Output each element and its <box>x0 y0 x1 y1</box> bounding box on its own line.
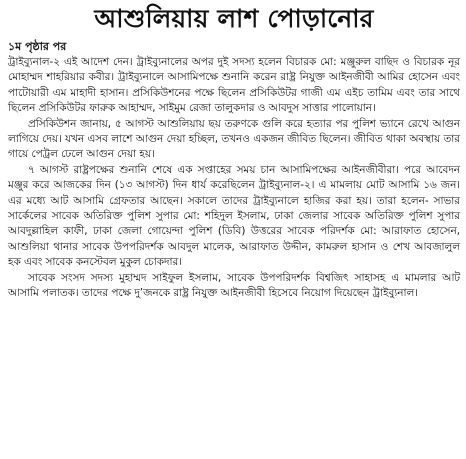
article-paragraph-1: ট্রাইব্যুনাল-২ এই আদেশ দেন। ট্রাইব্যুনালের অপর দুই সদস্য হলেন বিচারক মো: মঞ্জুরুল বাছিদ ও বিচারক নূর মোহাম্মদ শাহরিয়ার কবীর। ট্রাইব্যুনালে আসামিপক্ষে শুনানি করেন রাষ্ট্র নিযুক্ত আইনজীবী আমির হোসেন এবং পাটোয়ারী এম মাহাদী হাসান। প্রসিকিউশনের পক্ষে ছিলেন প্রসিকিউটর গাজী এম এইচ তামিম এবং তার সাথে ছিলেন প্রসিকিউটর ফারুক আহাম্মদ, সাইমুম রেজা তালুকদার ও আবদুস সাত্তার পালোয়ান। <box>8 56 460 115</box>
article-paragraph-3: ৭ আগস্ট রাষ্ট্রপক্ষের শুনানি শেষে এক সপ্তাহের সময় চান আসামিপক্ষের আইনজীবীরা। পরে আবেদন মঞ্জুর করে আজকের দিন (১৩ আগস্ট) দিন ধার্য করেছিলেন ট্রাইব্যুনাল-২। এ মামলায় মোট আসামি ১৬ জন। এর মধ্যে আট আসামি গ্রেফতার আছেন। সকালে তাদের ট্রাইব্যুনালে হাজির করা হয়। তারা হলেন- সাভার সার্কেলের সাবেক অতিরিক্ত পুলিশ সুপার মো: শহিদুল ইসলাম, ঢাকা জেলার সাবেক অতিরিক্ত পুলিশ সুপার আবদুল্লাহিল কাফী, ঢাকা জেলা গোয়েন্দা পুলিশ (ডিবি) উত্তরের সাবেক পরিদর্শক মো: আরাফাত হোসেন, আশুলিয়া থানার সাবেক উপপরিদর্শক আবদুল মালেক, আরাফাত উদ্দীন, কামরুল হাসান ও শেখ আবজালুল হক এবং সাবেক কনস্টেবল মুকুল চোকদার। <box>8 163 460 269</box>
headline: আশুলিয়ায় লাশ পোড়ানোর <box>94 4 374 33</box>
article-paragraph-2: প্রসিকিউশন জানায়, ৫ আগস্ট আশুলিয়ায় ছয় তরুণকে গুলি করে হত্যার পর পুলিশ ভ্যানে রেখে আগুন লাগিয়ে দেয়। যখন এসব লাশে আগুন দেয়া হচ্ছিল, তখনও একজন জীবিত ছিলেন। জীবিত থাকা অবস্থায় তার গায়ে পেট্রল ঢেলে আগুন দেয়া হয়। <box>8 117 460 161</box>
continued-from-page-label: ১ম পৃষ্ঠার পর <box>8 40 67 53</box>
article-paragraph-4: সাবেক সংসদ সদস্য মুহাম্মদ সাইফুল ইসলাম, সাবেক উপপরিদর্শক বিশ্বজিৎ সাহাসহ এ মামলার আট আসামি পলাতক। তাদের পক্ষে দু’জনকে রাষ্ট্র নিযুক্ত আইনজীবী হিসেবে নিয়োগ দিয়েছেন ট্রাইব্যুনাল। <box>8 271 460 300</box>
